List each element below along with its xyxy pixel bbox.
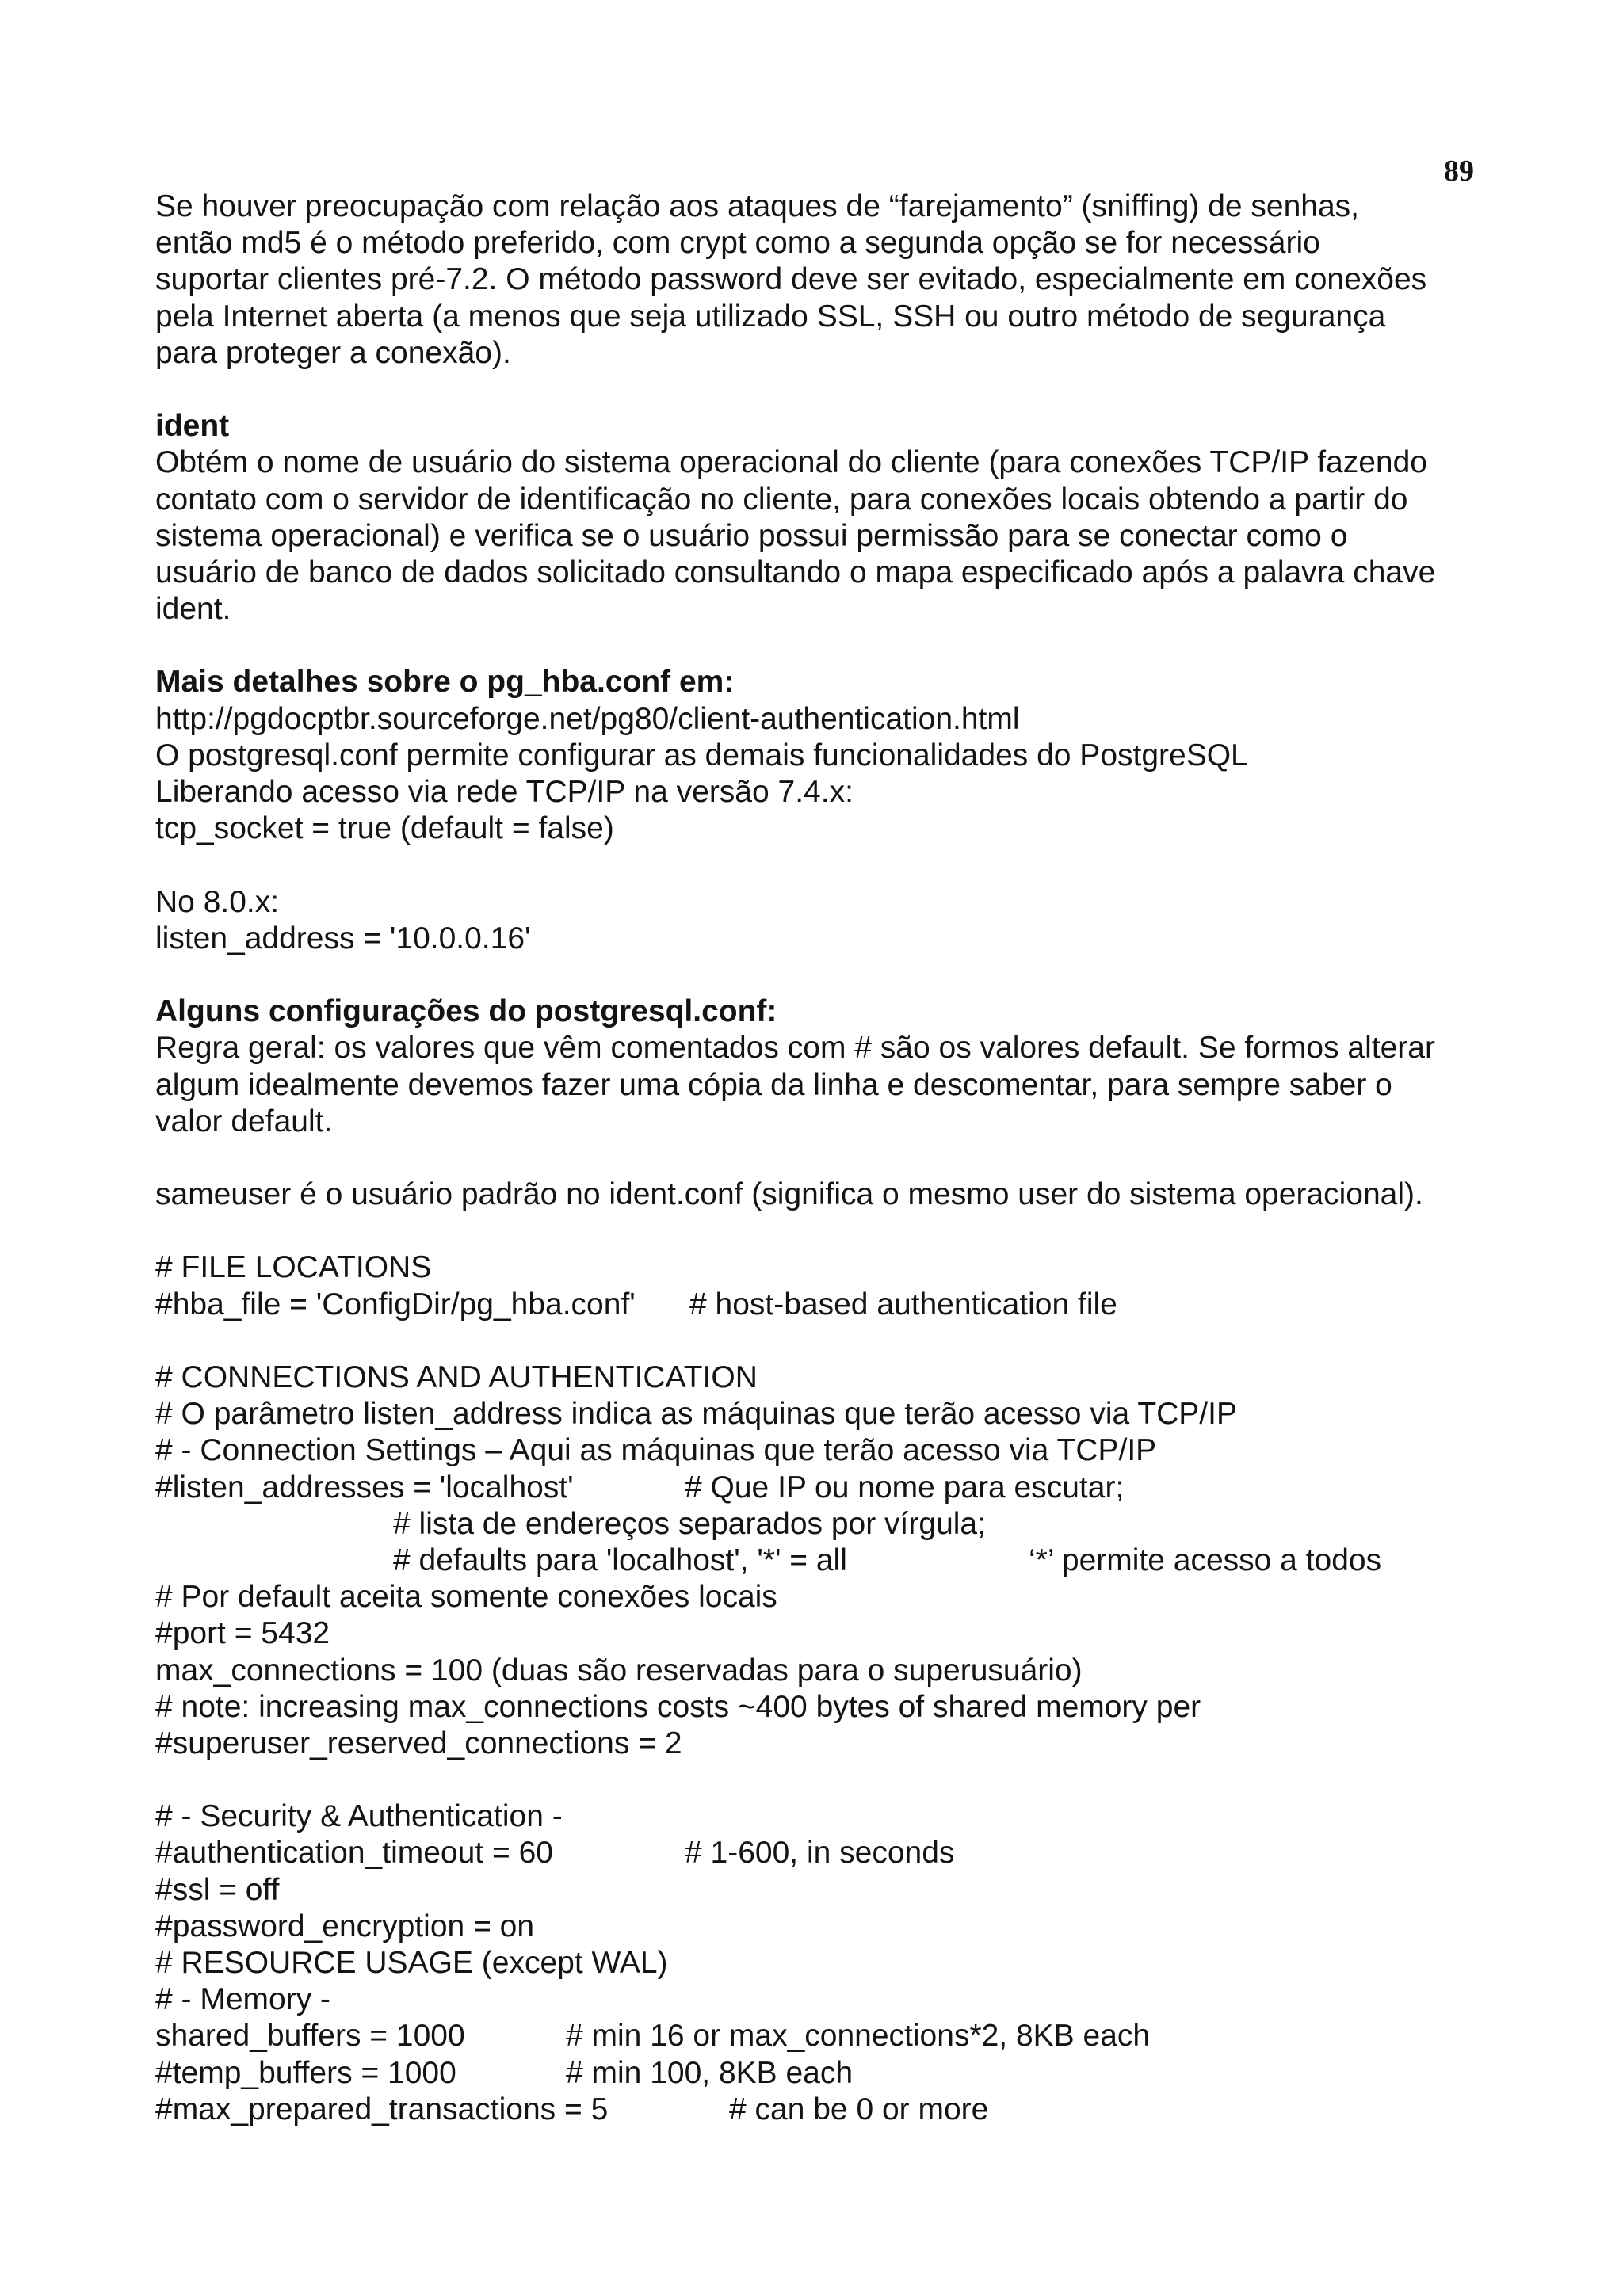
url-text: http://pgdocptbr.sourceforge.net/pg80/client-authentication.html: [155, 701, 1020, 736]
paragraph-line: pela Internet aberta (a menos que seja utilizado SSL, SSH ou outro método de segurança: [155, 299, 1386, 334]
config-setting: #listen_addresses = 'localhost': [155, 1470, 574, 1505]
section-heading-configs: Alguns configurações do postgresql.conf:: [155, 994, 777, 1029]
config-comment: # Por default aceita somente conexões locais: [155, 1580, 777, 1615]
paragraph-line: contato com o servidor de identificação no cliente, para conexões locais obtendo a partir do: [155, 482, 1408, 517]
config-setting: max_connections = 100 (duas são reservadas para o superusuário): [155, 1653, 1083, 1688]
config-comment: # - Memory -: [155, 1982, 331, 2017]
config-row: [155, 2055, 1550, 2092]
config-setting: #ssl = off: [155, 1872, 280, 1907]
config-setting: #hba_file = 'ConfigDir/pg_hba.conf': [155, 1287, 636, 1322]
config-comment: # FILE LOCATIONS: [155, 1250, 432, 1285]
config-comment: # min 100, 8KB each: [566, 2055, 854, 2090]
config-row: [155, 1835, 1550, 1871]
paragraph-line: algum idealmente devemos fazer uma cópia da linha e descomentar, para sempre saber o: [155, 1067, 1392, 1102]
config-comment: # lista de endereços separados por vírgula;: [393, 1506, 986, 1541]
config-comment: # RESOURCE USAGE (except WAL): [155, 1946, 668, 1980]
config-row: [155, 2018, 1550, 2054]
paragraph-line: suportar clientes pré-7.2. O método password deve ser evitado, especialmente em conexões: [155, 262, 1427, 297]
config-row: [155, 1506, 1550, 1543]
config-comment: # CONNECTIONS AND AUTHENTICATION: [155, 1360, 758, 1394]
config-comment: # Que IP ou nome para escutar;: [685, 1470, 1125, 1505]
config-setting: #port = 5432: [155, 1616, 330, 1651]
paragraph-line: ident.: [155, 592, 231, 627]
config-setting: #authentication_timeout = 60: [155, 1836, 553, 1871]
config-setting: #max_prepared_transactions = 5: [155, 2092, 609, 2126]
paragraph-line: então md5 é o método preferido, com crypt como a segunda opção se for necessário: [155, 226, 1320, 261]
paragraph-line: Se houver preocupação com relação aos ataques de “farejamento” (sniffing) de senhas,: [155, 189, 1360, 223]
paragraph-line: Liberando acesso via rede TCP/IP na versão 7.4.x:: [155, 775, 854, 809]
config-row: [155, 1287, 1550, 1323]
config-row: [155, 1470, 1550, 1506]
config-comment: # - Security & Authentication -: [155, 1799, 563, 1834]
paragraph-line: para proteger a conexão).: [155, 335, 511, 370]
config-comment: # can be 0 or more: [729, 2092, 989, 2126]
config-row: [155, 2092, 1550, 2128]
config-setting: #temp_buffers = 1000: [155, 2055, 456, 2090]
config-setting: shared_buffers = 1000: [155, 2019, 465, 2054]
page-body: [155, 189, 1550, 2128]
paragraph-line: sistema operacional) e verifica se o usuário possui permissão para se conectar como o: [155, 518, 1348, 553]
config-comment: # defaults para 'localhost', '*' = all: [393, 1543, 847, 1577]
paragraph-line: No 8.0.x:: [155, 884, 280, 919]
config-comment: # - Connection Settings – Aqui as máquinas que terão acesso via TCP/IP: [155, 1433, 1157, 1468]
config-setting: #superuser_reserved_connections = 2: [155, 1726, 682, 1760]
config-comment: # 1-600, in seconds: [685, 1836, 955, 1871]
config-comment: ‘*’ permite acesso a todos: [1029, 1543, 1382, 1577]
paragraph-line: sameuser é o usuário padrão no ident.conf (significa o mesmo user do sistema operacional).: [155, 1177, 1423, 1212]
paragraph-line: O postgresql.conf permite configurar as demais funcionalidades do PostgreSQL: [155, 738, 1248, 772]
config-line: tcp_socket = true (default = false): [155, 811, 614, 846]
paragraph-line: Obtém o nome de usuário do sistema operacional do cliente (para conexões TCP/IP fazendo: [155, 445, 1427, 480]
page-number: 89: [1444, 154, 1474, 188]
config-line: listen_address = '10.0.0.16': [155, 921, 531, 955]
paragraph-line: valor default.: [155, 1104, 333, 1138]
section-heading-details: Mais detalhes sobre o pg_hba.conf em:: [155, 665, 735, 700]
config-comment: # note: increasing max_connections costs ~400 bytes of shared memory per: [155, 1689, 1201, 1724]
section-heading-ident: ident: [155, 409, 230, 444]
config-comment: # min 16 or max_connections*2, 8KB each: [566, 2019, 1151, 2054]
config-comment: # host-based authentication file: [689, 1287, 1117, 1322]
config-row: [155, 1543, 1550, 1579]
config-comment: # O parâmetro listen_address indica as máquinas que terão acesso via TCP/IP: [155, 1397, 1237, 1432]
config-setting: #password_encryption = on: [155, 1909, 535, 1943]
paragraph-line: Regra geral: os valores que vêm comentados com # são os valores default. Se formos alterar: [155, 1031, 1435, 1066]
paragraph-line: usuário de banco de dados solicitado consultando o mapa especificado após a palavra chave: [155, 555, 1436, 589]
